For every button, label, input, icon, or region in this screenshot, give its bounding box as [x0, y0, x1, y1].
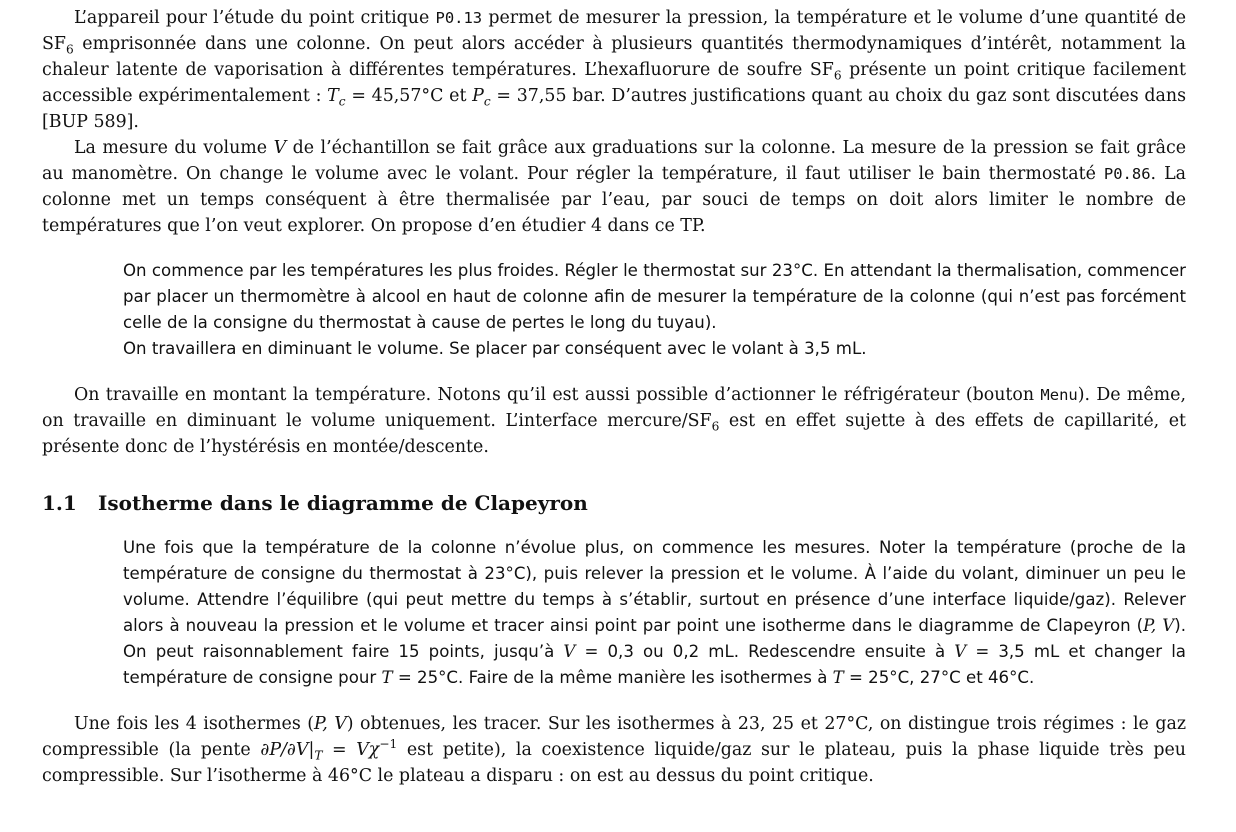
- text-run: = 25°C, 27°C et 46°C.: [843, 668, 1035, 687]
- text-run: On travaille en montant la température. Notons qu’il est aussi possible d’actionner le réfrigérateur (bouton: [74, 385, 1041, 405]
- document-page: [42, 5, 1186, 789]
- spacer: [42, 362, 1186, 382]
- math-symbol: V: [273, 138, 287, 158]
- instruction-box-2: [123, 535, 1186, 691]
- text-run: est en effet sujette à des effets de capillarité, et présente donc de l’hystérésis en montée/descente.: [42, 411, 1186, 457]
- text-run: Une fois les 4 isothermes (: [74, 714, 315, 734]
- button-ref: Menu: [1040, 386, 1078, 404]
- text-run: La mesure du volume: [74, 138, 274, 158]
- text-run: ) obtenues, les tracer. Sur les isothermes à 23, 25 et 27°C, on distingue trois régimes : le gaz compressible (la pente: [42, 714, 1186, 760]
- procedure-paragraph: [42, 382, 1186, 460]
- section-number: 1.1: [42, 491, 77, 515]
- equipment-ref: P0.86: [1103, 165, 1151, 183]
- spacer: [42, 516, 1186, 535]
- text-run: . D’autres justifications quant au choix du gaz sont discutées dans [BUP 589].: [42, 86, 1186, 132]
- section-heading: [42, 490, 1186, 516]
- text-run: = 0,3 ou 0,2 mL. Redescendre ensuite à: [575, 642, 955, 661]
- text-run: présente un point critique facilement accessible expérimentalement :: [42, 60, 1186, 106]
- text-run: . La colonne met un temps conséquent à être thermalisée par l’eau, par souci de temps on doit alors limiter le nombre de températures que l’on veut explorer. On propose d’en étudier 4 dans ce TP.: [42, 164, 1186, 236]
- math-value: = 45,57°C: [345, 86, 444, 106]
- math-symbol: T: [832, 668, 844, 687]
- subscript: c: [338, 94, 346, 109]
- math-symbol: P, V: [314, 714, 347, 734]
- text-run: = 3,5 mL et changer la température de consigne pour: [123, 642, 1186, 687]
- equipment-ref: P0.13: [435, 9, 483, 27]
- instruction-line: On travaillera en diminuant le volume. Se placer par conséquent avec le volant à 3,5 mL.: [123, 339, 867, 358]
- subscript: 6: [711, 419, 720, 434]
- instruction-line: On commence par les températures les plus froides. Régler le thermostat sur 23°C. En attendant la thermalisation, commencer par placer un thermomètre à alcool en haut de colonne afin de mesurer la température de la colonne (qui n’est pas forcément celle de la consigne du thermostat à cause de pertes le long du tuyau).: [123, 261, 1186, 332]
- math-expression: = Vχ: [322, 740, 380, 760]
- section-title: Isotherme dans le diagramme de Clapeyron: [98, 491, 588, 515]
- measurement-paragraph: [42, 135, 1186, 239]
- results-paragraph: [42, 711, 1186, 789]
- text-run: = 25°C. Faire de la même manière les isothermes à: [392, 668, 833, 687]
- intro-paragraph: [42, 5, 1186, 135]
- math-symbol: P: [472, 86, 484, 106]
- text-run: est petite), la coexistence liquide/gaz sur le plateau, puis la phase liquide très peu compressible. Sur l’isotherme à 46°C le plateau a disparu : on est au dessus du point critique.: [42, 740, 1186, 786]
- text-run: permet de mesurer la pression, la température et le volume d’une quantité de SF: [42, 8, 1186, 54]
- instruction-box-1: [123, 258, 1186, 362]
- math-symbol: V: [954, 642, 967, 661]
- text-run: ). On peut raisonnablement faire 15 points, jusqu’à: [123, 616, 1186, 661]
- text-run: Une fois que la température de la colonne n’évolue plus, on commence les mesures. Noter la température (proche de la température de consigne du thermostat à 23°C), puis relever la pression et le volume. À l’aide du volant, diminuer un peu le volume. Attendre l’équilibre (qui peut mettre du temps à s’établir, surtout en présence d’une interface liquide/gaz). Relever alors à nouveau la pression et le volume et tracer ainsi point par point une isotherme dans le diagramme de Clapeyron (: [123, 538, 1186, 635]
- spacer: [42, 239, 1186, 258]
- spacer: [42, 460, 1186, 490]
- text-run: ). De même, on travaille en diminuant le volume uniquement. L’interface mercure/SF: [42, 385, 1186, 431]
- math-symbol: V: [563, 642, 576, 661]
- text-run: de l’échantillon se fait grâce aux graduations sur la colonne. La mesure de la pression se fait grâce au manomètre. On change le volume avec le volant. Pour régler la température, il faut utiliser le bain thermostaté: [42, 138, 1186, 184]
- instruction-paragraph: [123, 535, 1186, 691]
- text-run: emprisonnée dans une colonne. On peut alors accéder à plusieurs quantités thermodynamiques d’intérêt, notamment la chaleur latente de vaporisation à différentes températures. L’hexafluorure de soufre SF: [42, 34, 1186, 80]
- math-value: = 37,55 bar: [490, 86, 601, 106]
- math-symbol: P, V: [1143, 616, 1175, 635]
- math-expression: ∂P/∂V|: [260, 740, 315, 760]
- spacer: [42, 691, 1186, 711]
- superscript: −1: [379, 737, 398, 752]
- subscript: 6: [833, 68, 842, 83]
- subscript: T: [314, 748, 323, 763]
- subscript: 6: [65, 42, 74, 57]
- text-run: L’appareil pour l’étude du point critique: [74, 8, 436, 28]
- text-run: et: [443, 86, 473, 106]
- subscript: c: [483, 94, 491, 109]
- math-symbol: T: [381, 668, 393, 687]
- math-symbol: T: [327, 86, 339, 106]
